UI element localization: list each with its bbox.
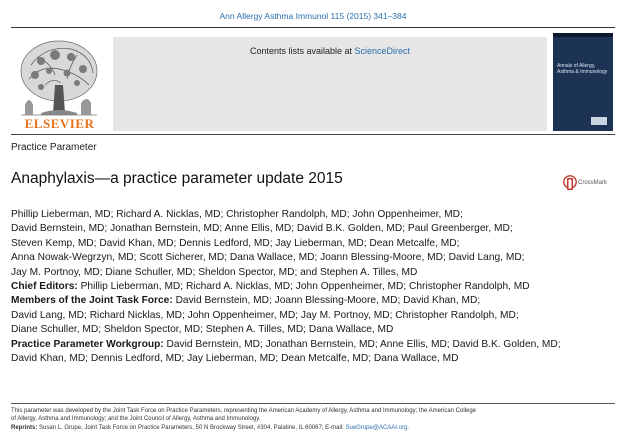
- workgroup-line: David Khan, MD; Dennis Ledford, MD; Jay Lieberman, MD; Dean Metcalfe, MD; Dana Wallace, MD: [11, 352, 459, 364]
- sciencedirect-link[interactable]: ScienceDirect: [354, 46, 411, 56]
- task-force-line: David Lang, MD; Richard Nicklas, MD; John Oppenheimer, MD; Jay M. Portnoy, MD; Christopher Randolph, MD;: [11, 309, 519, 321]
- chief-editors-label: Chief Editors:: [11, 280, 78, 292]
- reprints-end: .: [407, 424, 409, 431]
- author-list: [11, 208, 621, 366]
- author-line: Steven Kemp, MD; David Khan, MD; Dennis Ledford, MD; Jay Lieberman, MD; Dean Metcalfe, MD;: [11, 237, 460, 249]
- crossmark-icon[interactable]: [563, 175, 577, 193]
- footnote-divider: [11, 403, 615, 404]
- footnote-line: This parameter was developed by the Joint Task Force on Practice Parameters, representing the American Academy of Allergy, Asthma and Immunology; the American College: [11, 408, 477, 414]
- workgroup-label: Practice Parameter Workgroup:: [11, 338, 164, 350]
- journal-banner: [113, 37, 547, 131]
- author-line: David Bernstein, MD; Jonathan Bernstein, MD; Anne Ellis, MD; David B.K. Golden, MD; Paul Greenberger, MD;: [11, 223, 513, 235]
- contents-available-line: [113, 46, 547, 56]
- journal-cover-thumbnail[interactable]: [553, 33, 613, 131]
- journal-citation[interactable]: Ann Allergy Asthma Immunol 115 (2015) 341–384: [219, 11, 407, 21]
- workgroup-line: [11, 338, 621, 352]
- chief-editors-names: Phillip Lieberman, MD; Richard A. Nicklas, MD; John Oppenheimer, MD; Christopher Randolph, MD: [80, 280, 530, 292]
- article-title: Anaphylaxis—a practice parameter update 2015: [11, 170, 343, 187]
- crossmark-label[interactable]: CrossMark: [578, 180, 608, 186]
- author-line: Jay M. Portnoy, MD; Diane Schuller, MD; Sheldon Spector, MD; and Stephen A. Tilles, MD: [11, 266, 418, 278]
- reprints-text: Susan L. Grupe, Joint Task Force on Practice Parameters, 50 N Brockway Street, #304, Palatine, IL 60067; E-mail:: [37, 424, 346, 431]
- author-line: Anna Nowak-Wegrzyn, MD; Scott Sicherer, MD; Dana Wallace, MD; Joann Blessing-Moore, MD; David Lang, MD;: [11, 252, 525, 264]
- cover-logo-box: [591, 117, 607, 125]
- task-force-names: David Bernstein, MD; Joann Blessing-Moore, MD; David Khan, MD;: [175, 295, 481, 307]
- chief-editors-line: [11, 280, 621, 294]
- reprints-line: [11, 424, 621, 432]
- author-line: Phillip Lieberman, MD; Richard A. Nicklas, MD; Christopher Randolph, MD; John Oppenheimer, MD;: [11, 209, 463, 220]
- cover-title: Annals of Allergy, Asthma & Immunology: [557, 63, 608, 75]
- footnote-line: of Allergy, Asthma and Immunology; and the Joint Council of Allergy, Asthma and Immunology.: [11, 416, 261, 423]
- task-force-label: Members of the Joint Task Force:: [11, 295, 173, 307]
- elsevier-wordmark[interactable]: ELSEVIER: [24, 116, 95, 131]
- banner-divider: [11, 134, 615, 135]
- article-section-label: Practice Parameter: [11, 142, 97, 153]
- reprints-label: Reprints:: [11, 424, 38, 431]
- header-divider: [11, 27, 615, 28]
- task-force-line: [11, 294, 621, 308]
- workgroup-names: David Bernstein, MD; Jonathan Bernstein, MD; Anne Ellis, MD; David B.K. Golden, MD;: [166, 338, 561, 350]
- contents-prefix: Contents lists available at: [249, 46, 355, 56]
- footnote: [11, 407, 621, 432]
- cover-stripe: [553, 33, 613, 37]
- task-force-line: Diane Schuller, MD; Sheldon Spector, MD; Stephen A. Tilles, MD; Dana Wallace, MD: [11, 324, 394, 336]
- reprints-email-link[interactable]: SueGrupe@ACAAI.org: [345, 424, 408, 431]
